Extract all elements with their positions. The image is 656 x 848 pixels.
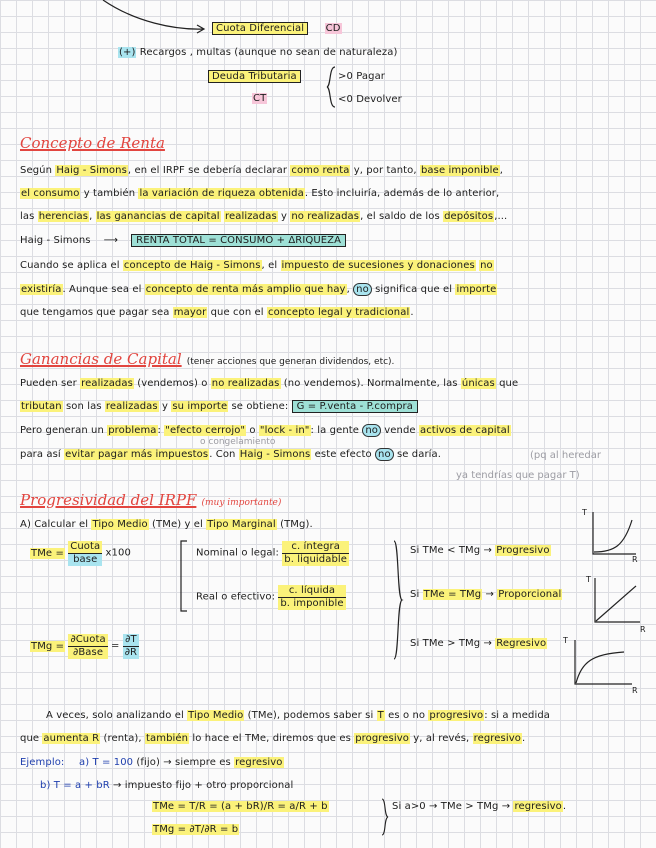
renta-line-5: Cuando se aplica el concepto de Haig - Simons, el impuesto de sucesiones y donaciones no: [20, 260, 493, 271]
graph1-r-label: R: [632, 555, 638, 564]
brace-right-icon: [393, 540, 403, 660]
brace-icon: [326, 66, 336, 108]
haig-simons-label: Haig - Simons: [20, 235, 91, 246]
pagar-label: >0 Pagar: [338, 71, 386, 82]
renta-total-formula: RENTA TOTAL = CONSUMO + ΔRIQUEZA: [131, 234, 346, 247]
example-b-tme: TMe = T/R = (a + bR)/R = a/R + b: [153, 801, 328, 812]
cd-label: CD: [325, 23, 341, 34]
graph2-r-label: R: [640, 625, 646, 634]
progresividad-a-line: A) Calcular el Tipo Medio (TMe) y el Tipo Marginal (TMg).: [20, 519, 313, 530]
ganancias-line-4: para así evitar pagar más impuestos. Con Haig - Simons este efecto no se daría.: [20, 449, 442, 460]
ganancias-heading: Ganancias de Capital (tener acciones que generan dividendos, etc).: [20, 350, 395, 368]
note-tendrias: ya tendrías que pagar T): [456, 470, 580, 481]
renta-line-2: el consumo y también la variación de riqueza obtenida. Esto incluiría, además de lo anterior,: [21, 188, 500, 199]
example-b: b) T = a + bR → impuesto fijo + otro proporcional: [40, 780, 294, 791]
ganancia-formula: G = P.venta - P.compra: [292, 400, 418, 413]
para-line-1: A veces, solo analizando el Tipo Medio (TMe), podemos saber si T es o no progresivo: si a medida: [46, 710, 551, 721]
para-line-2: que aumenta R (renta), también lo hace el TMe, diremos que es progresivo y, al revés, regresivo.: [20, 733, 526, 744]
renta-line-7: que tengamos que pagar sea mayor que con el concepto legal y tradicional.: [20, 307, 414, 318]
progresividad-heading: Progresividad del IRPF (muy importante): [20, 491, 282, 509]
deuda-tributaria-box: Deuda Tributaria: [208, 70, 301, 83]
arrow-right-icon: ⟶: [103, 235, 119, 246]
tme-formula: TMe = $\frac{\text{Cuota}}{\text{base}}$ x100: [31, 541, 131, 565]
concepto-renta-heading: Concepto de Renta: [20, 134, 165, 152]
cond-proporcional: Si TMe = TMg → Proporcional: [410, 589, 562, 600]
haig-simons-formula-row: [20, 234, 346, 248]
ganancias-line-3: Pero generan un problema: "efecto cerrojo" o "lock - in": la gente no vende activos de capital: [20, 425, 510, 436]
graph3-t-label: T: [563, 636, 568, 645]
note-heredar: (pq al heredar: [530, 450, 601, 461]
nominal-row: Nominal o legal: $\frac{\text{c. íntegra}}{\text{b. liquidable}}$: [196, 541, 348, 565]
ganancias-line-1: Pueden ser realizadas (vendemos) o no realizadas (no vendemos). Normalmente, las únicas que: [20, 378, 519, 389]
ct-label-wrap: [252, 92, 267, 106]
cuota-diferencial-row: [212, 22, 342, 36]
renta-line-1: Según Haig - Simons, en el IRPF se debería declarar como renta y, por tanto, base imponible,: [20, 165, 504, 176]
bracket-left-icon: [180, 540, 188, 612]
arrow-curve-icon: [95, 0, 210, 34]
no-circled: no: [353, 283, 372, 296]
graph1-t-label: T: [582, 508, 587, 517]
devolver-label: <0 Devolver: [338, 94, 402, 105]
graph3-r-label: R: [632, 686, 638, 695]
tmg-formula: TMg = $\frac{\text{∂Cuota}}{\text{∂Base}}$ = $\frac{\partial T}{\partial R}$: [31, 634, 138, 658]
cond-progresivo: Si TMe < TMg → Progresivo: [410, 545, 550, 556]
example-a: Ejemplo: a) T = 100 (fijo) → siempre es regresivo: [20, 757, 283, 768]
example-b-result: Si a>0 → TMe > TMg → regresivo.: [392, 801, 567, 812]
graph-regresivo-icon: [574, 640, 632, 686]
ganancias-line-2: tributan son las realizadas y su importe se obtiene: G = P.venta - P.compra: [20, 400, 418, 414]
graph-proporcional-icon: [594, 578, 640, 624]
cond-regresivo: Si TMe > TMg → Regresivo: [410, 638, 547, 649]
renta-line-6: existiría. Aunque sea el concepto de renta más amplio que hay, no significa que el importe: [21, 284, 497, 295]
renta-line-3: las herencias, las ganancias de capital realizadas y no realizadas, el saldo de los depósitos,...: [20, 211, 508, 222]
congelamiento-annotation: o congelamiento: [200, 437, 276, 447]
example-b-tmg: TMg = ∂T/∂R = b: [153, 824, 239, 835]
brace-example-icon: [381, 798, 389, 836]
real-row: Real o efectivo: $\frac{\text{c. líquida}}{\text{b. imponible}}$: [196, 585, 344, 609]
cuota-diferencial-box: Cuota Diferencial: [212, 22, 308, 35]
graph2-t-label: T: [586, 575, 591, 584]
ct-label: CT: [253, 93, 267, 104]
graph-progresivo-icon: [592, 512, 636, 556]
recargos-prefix: (+): [119, 47, 136, 58]
recargos-text: Recargos , multas (aunque no sean de naturaleza): [139, 47, 398, 58]
deuda-tributaria-box-wrap: [208, 70, 301, 84]
recargos-line: [118, 46, 398, 60]
